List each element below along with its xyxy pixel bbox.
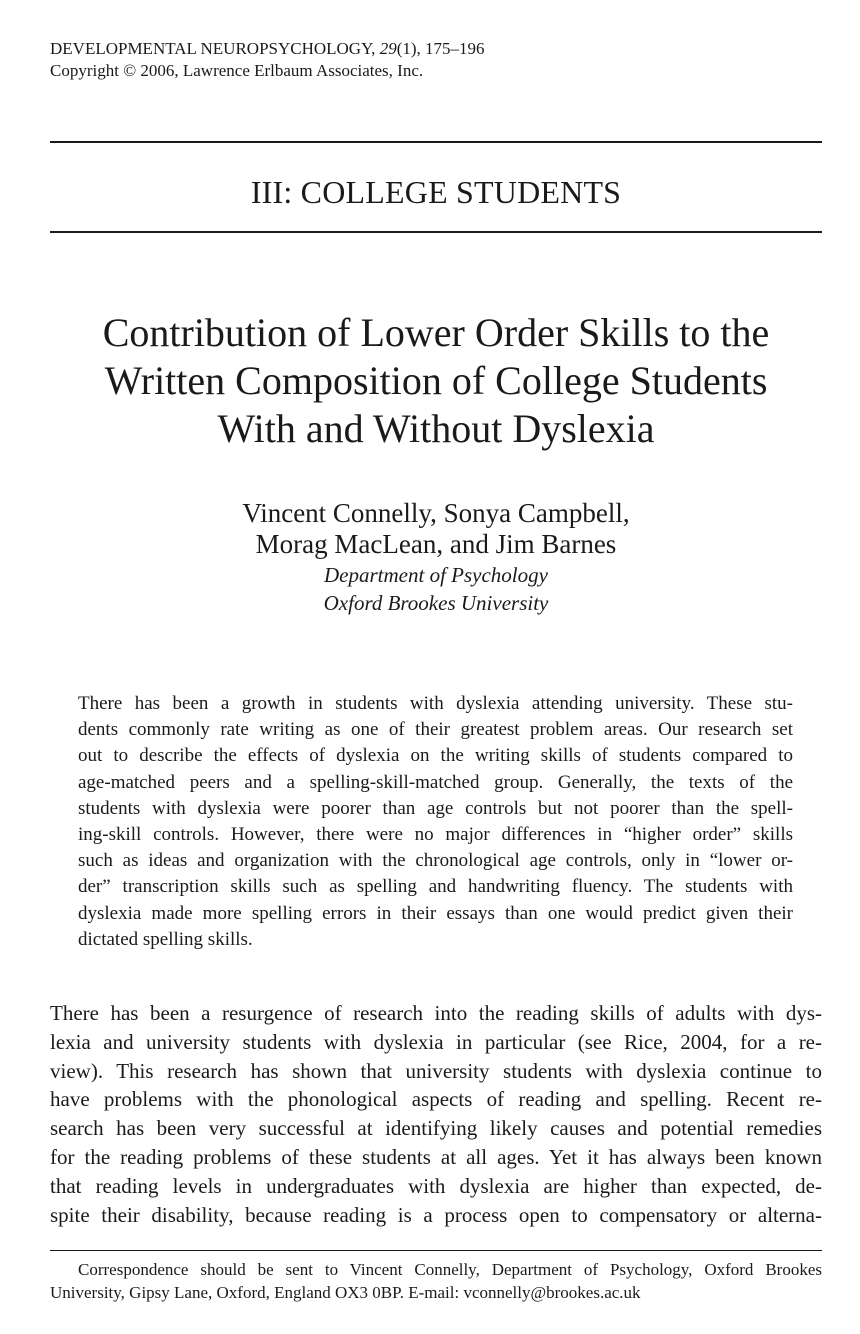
article-title [50, 309, 822, 453]
abstract-line: dents commonly rate writing as one of their greatest problem areas. Our research set [78, 719, 793, 741]
journal-header [50, 38, 485, 82]
body-line: There has been a resurgence of research into the reading skills of adults with dys- [50, 1001, 822, 1025]
abstract-line: der” transcription skills such as spelling and handwriting fluency. The students with [78, 876, 793, 898]
abstract-line: There has been a growth in students with dyslexia attending university. These stu- [78, 693, 793, 714]
body-line: search has been very successful at identifying likely causes and potential remedies [50, 1116, 822, 1141]
affiliation-department: Department of Psychology [324, 563, 548, 587]
abstract-line: such as ideas and organization with the chronological age controls, only in “lower or- [78, 850, 793, 872]
correspondence-footnote [50, 1258, 822, 1304]
top-rule [50, 141, 822, 143]
authors-line: Morag MacLean, and Jim Barnes [255, 529, 617, 559]
body-line: have problems with the phonological aspects of reading and spelling. Recent re- [50, 1087, 822, 1112]
footnote-line: University, Gipsy Lane, Oxford, England OX3 0BP. E-mail: vconnelly@brookes.ac.uk [50, 1283, 641, 1302]
abstract-line: dictated spelling skills. [78, 928, 253, 950]
authors-line: Vincent Connelly, Sonya Campbell, [242, 498, 630, 528]
body-line: lexia and university students with dyslexia in particular (see Rice, 2004, for a re- [50, 1029, 822, 1054]
abstract-line: age-matched peers and a spelling-skill-matched group. Generally, the texts of the [78, 771, 793, 793]
abstract-line: students with dyslexia were poorer than age controls but not poorer than the spell- [78, 797, 793, 819]
journal-name: DEVELOPMENTAL NEUROPSYCHOLOGY, [50, 39, 380, 58]
title-line: Written Composition of College Students [104, 358, 768, 403]
body-line: spite their disability, because reading is a process open to compensatory or alterna- [50, 1202, 822, 1227]
abstract-line: dyslexia made more spelling errors in their essays than one would predict given their [78, 902, 793, 924]
abstract [78, 691, 793, 953]
affiliation [50, 561, 822, 617]
body-line: that reading levels in undergraduates with dyslexia are higher than expected, de- [50, 1173, 822, 1198]
footnote-rule [50, 1250, 822, 1251]
section-heading: III: COLLEGE STUDENTS [250, 174, 622, 210]
journal-copyright: Copyright © 2006, Lawrence Erlbaum Associates, Inc. [50, 61, 424, 80]
author-list [50, 498, 822, 560]
article-page [50, 0, 822, 1334]
body-line: view). This research has shown that university students with dyslexia continue to [50, 1058, 822, 1083]
title-line: Contribution of Lower Order Skills to the [102, 310, 770, 355]
abstract-line: ing-skill controls. However, there were no major differences in “higher order” skills [78, 824, 793, 846]
section-rule [50, 231, 822, 233]
journal-issue-pages: (1), 175–196 [396, 39, 485, 58]
body-line: for the reading problems of these students at all ages. Yet it has always been known [50, 1144, 822, 1169]
footnote-line: Correspondence should be sent to Vincent Connelly, Department of Psychology, Oxford Brookes [78, 1260, 822, 1279]
affiliation-university: Oxford Brookes University [323, 591, 549, 615]
journal-volume: 29 [379, 39, 397, 58]
journal-citation [50, 38, 485, 60]
body-paragraph [50, 999, 822, 1229]
title-line: With and Without Dyslexia [217, 406, 655, 451]
abstract-line: out to describe the effects of dyslexia on the writing skills of students compared to [78, 745, 793, 767]
